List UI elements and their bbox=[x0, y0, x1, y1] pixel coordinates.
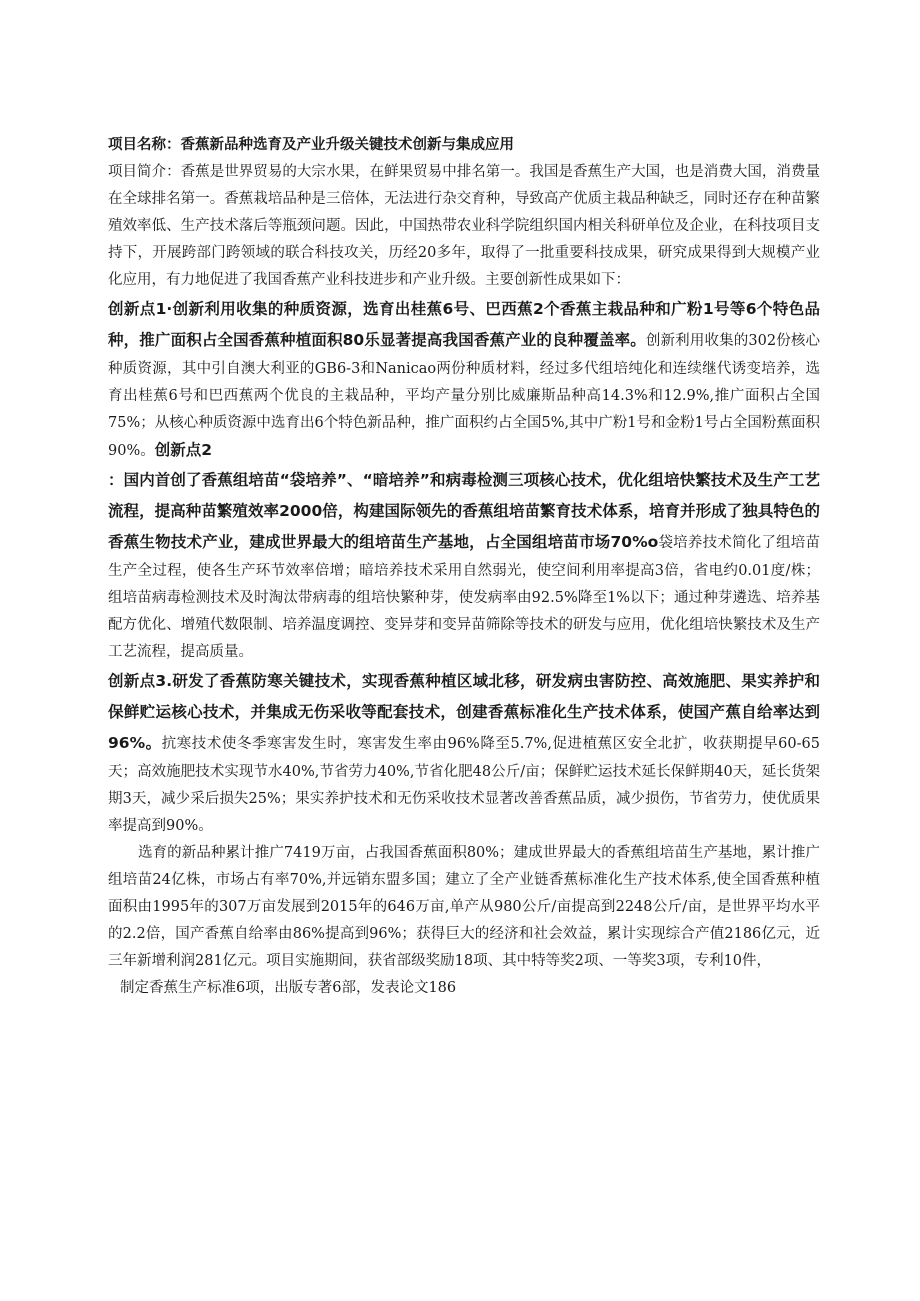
point2-heading: ：国内首创了香蕉组培苗“袋培养”、“暗培养”和病毒检测三项核心技术，优化组培快繁技术及生产工艺流程，提高种苗繁殖效率2000倍，构建国际领先的香蕉组培苗繁育技术体系，培育并形成了独具特色的香蕉生物技术产业，建成世界最大的组培苗生产基地，占全国组培苗市场70%o bbox=[108, 471, 820, 551]
point3-heading: 创新点3.研发了香蕉防寒关键技术，实现香蕉种植区域北移，研发病虫害防控、高效施肥、果实养护和保鲜贮运核心技术，并集成无伤采收等配套技术，创建香蕉标准化生产技术体系，使国产蕉自给率达到96%。 bbox=[108, 672, 820, 752]
point3-text: 抗寒技术使冬季寒害发生时，寒害发生率由96%降至5.7%,促进植蕉区安全北扩，收获期提早60-65天；高效施肥技术实现节水40%,节省劳力40%,节省化肥48公斤/亩；保鲜贮运技术延长保鲜期40天，延长货架期3天，减少采后损失25%；果实养护技术和无伤采收技术显著改善香蕉品质，减少损伤，节省劳力，使优质果率提高到90%。 bbox=[108, 736, 820, 834]
point1-heading: 创新点1·创新利用收集的种质资源，选育出桂蕉6号、巴西蕉2个香蕉主栽品种和广粉1号等6个特色品种，推广面积占全国香蕉种植面积80乐显著提高我国香蕉产业的良种覆盖率。 bbox=[108, 300, 820, 349]
summary-paragraph: 选育的新品种累计推广7419万亩，占我国香蕉面积80%；建成世界最大的香蕉组培苗生产基地，累计推广组培苗24亿株，市场占有率70%,并远销东盟多国；建立了全产业链香蕉标准化生产技术体系,使全国香蕉种植面积由1995年的307万亩发展到2015年的646万亩,单产从980公斤/亩提高到2248公斤/亩，是世界平均水平的2.2倍，国产香蕉自给率由86%提高到96%；获得巨大的经济和社会效益，累计实现综合产值2186亿元，近三年新增利润281亿元。项目实施期间，获省部级奖励18项、其中特等奖2项、一等奖3项，专利10件， bbox=[108, 845, 820, 969]
project-title: 项目名称：香蕉新品种选育及产业升级关键技术创新与集成应用 bbox=[108, 137, 514, 153]
innovation-point-2 bbox=[108, 465, 820, 666]
innovation-point-3 bbox=[108, 666, 820, 840]
point1-text: 创新利用收集的302份核心种质资源，其中引自澳大利亚的GB6-3和Nanicao两份种质材料，经过多代组培纯化和连续继代诱变培养，选育出桂蕉6号和巴西蕉两个优良的主栽品种，平均产量分别比威廉斯品种高14.3%和12.9%,推广面积占全国75%；从核心种质资源中选育出6个特色新品种，推广面积约占全国5%,其中广粉1号和金粉1号占全国粉蕉面积90%。 bbox=[108, 333, 820, 459]
summary-last-line: 制定香蕉生产标准6项，出版专著6部，发表论文186 bbox=[120, 980, 457, 996]
point2-label: 创新点2 bbox=[154, 441, 213, 459]
project-intro: 项目简介：香蕉是世界贸易的大宗水果，在鲜果贸易中排名第一。我国是香蕉生产大国，也是消费大国，消费量在全球排名第一。香蕉栽培品种是三倍体，无法进行杂交育种，导致高产优质主栽品种缺乏，同时还存在种苗繁殖效率低、生产技术落后等瓶颈问题。因此，中国热带农业科学院组织国内相关科研单位及企业，在科技项目支持下，开展跨部门跨领域的联合科技攻关，历经20多年，取得了一批重要科技成果，研究成果得到大规模产业化应用，有力地促进了我国香蕉产业科技进步和产业升级。主要创新性成果如下： bbox=[108, 164, 820, 288]
document-body bbox=[108, 132, 820, 1002]
innovation-point-1 bbox=[108, 294, 820, 465]
point2-text: 袋培养技术简化了组培苗生产全过程，使各生产环节效率倍增；暗培养技术采用自然弱光，使空间利用率提高3倍，省电约0.01度/株；组培苗病毒检测技术及时淘汰带病毒的组培快繁种芽，使发病率由92.5%降至1%以下；通过种芽遴选、培养基配方优化、增殖代数限制、培养温度调控、变异芽和变异苗筛除等技术的研发与应用，优化组培快繁技术及生产工艺流程，提高质量。 bbox=[108, 535, 820, 660]
